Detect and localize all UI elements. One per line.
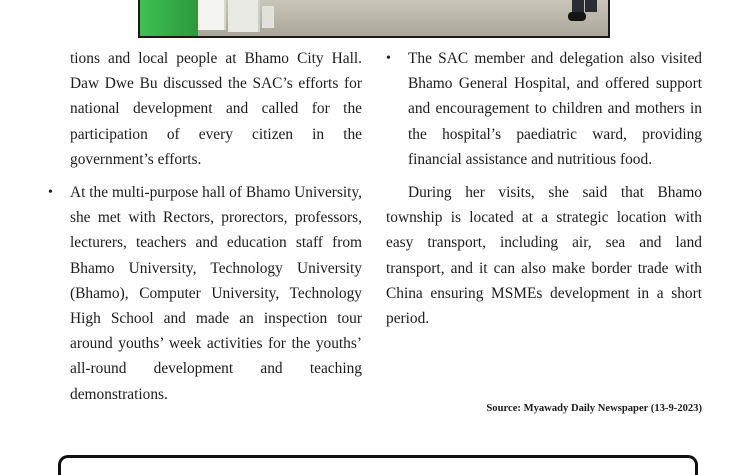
bullet-item: [48, 180, 362, 407]
bullet-dot: •: [386, 51, 391, 66]
bullet-dot: •: [48, 185, 53, 201]
photo-person-leg: [585, 0, 597, 12]
right-column: [386, 46, 702, 331]
event-photo: [138, 0, 610, 38]
bullet-text: The SAC member and delegation also visited Bhamo General Hospital, and offered support and encouragement to children and mothers in the hospital’s paediatric ward, providing financial assistance and nutritious food.: [408, 50, 702, 168]
source-credit: Source: Myawady Daily Newspaper (13-9-2023): [486, 403, 702, 414]
body-paragraph: During her visits, she said that Bhamo township is located at a strategic location with easy transport, including air, sea and land transport, and it can also make border trade with China ensuring MSMEs development in a short period.: [386, 184, 702, 328]
bullet-text: At the multi-purpose hall of Bhamo University, she met with Rectors, prorectors, professors, lecturers, teachers and education staff from Bhamo University, Technology University (Bhamo), Computer University, Technology High School and made an inspection tour around youths’ week activities for the youths’ all-round development and teaching demonstrations.: [70, 184, 362, 403]
photo-shoe: [568, 12, 586, 21]
bullet-item: [386, 46, 702, 172]
photo-chair: [198, 0, 226, 30]
photo-green-wall: [140, 0, 198, 36]
continuation-paragraph: tions and local people at Bhamo City Hall. Daw Dwe Bu discussed the SAC’s efforts for national development and called for the participation of every citizen in the government’s efforts.: [70, 50, 362, 168]
left-column: [48, 46, 362, 407]
next-section-frame: [58, 455, 698, 475]
photo-chair: [228, 0, 260, 32]
photo-object: [262, 6, 274, 28]
